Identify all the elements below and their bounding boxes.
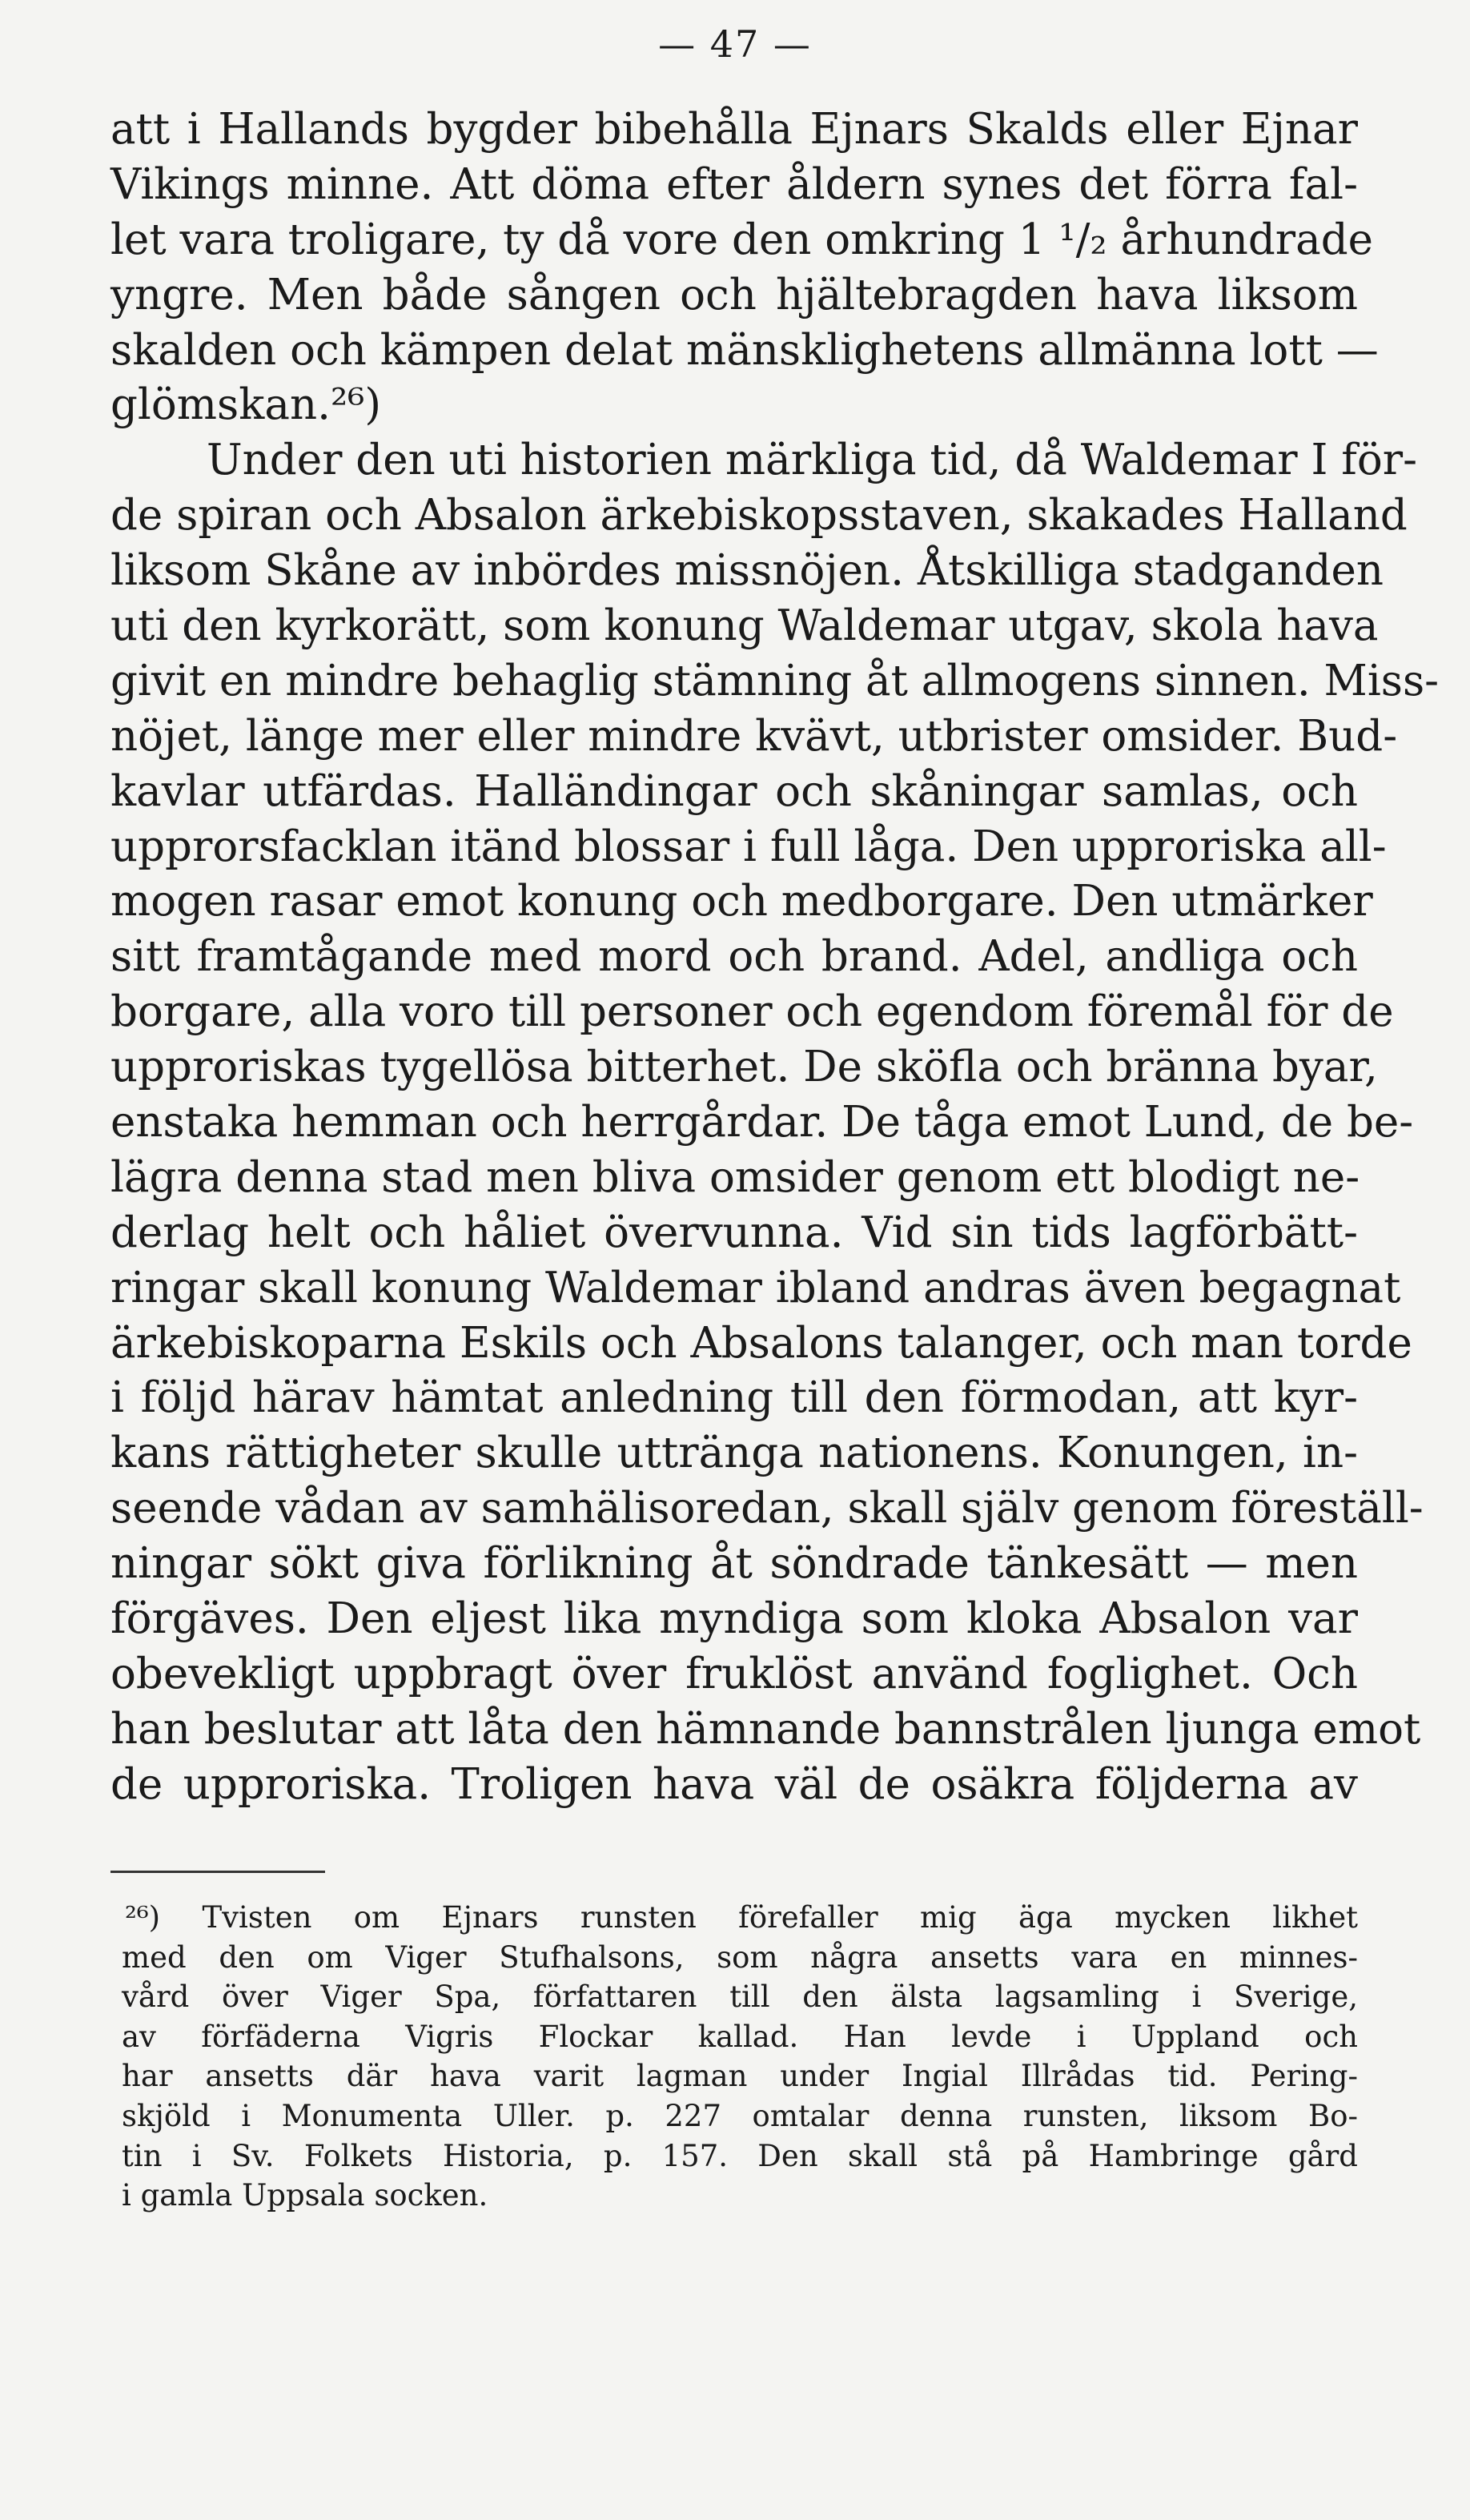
text-line: liksom Skåne av inbördes missnöjen. Åtskilliga stadganden <box>110 546 1384 596</box>
text-line: enstaka hemman och herrgårdar. De tåga emot Lund, de be- <box>110 1098 1414 1147</box>
text-line: borgare, alla voro till personer och egendom föremål för de <box>110 987 1394 1037</box>
text-line: skalden och kämpen delat mänsklighetens allmänna lott — <box>110 325 1379 375</box>
text-line: sitt framtågande med mord och brand. Adel, andliga och <box>110 932 1358 982</box>
text-line: Under den uti historien märkliga tid, då Waldemar I för- <box>207 436 1418 485</box>
footnote-line: har ansetts där hava varit lagman under Ingial Illrådas tid. Pering- <box>122 2059 1358 2094</box>
text-line: upproriskas tygellösa bitterhet. De sköfla och bränna byar, <box>110 1043 1378 1092</box>
main-text <box>110 102 1440 1813</box>
text-line: Vikings minne. Att döma efter åldern synes det förra fal- <box>110 159 1358 209</box>
text-line: de spiran och Absalon ärkebiskopsstaven, skakades Halland <box>110 491 1408 541</box>
footnote-line: tin i Sv. Folkets Historia, p. 157. Den skall stå på Hambringe gård <box>122 2138 1358 2173</box>
text-line: ringar skall konung Waldemar ibland andras även begagnat <box>110 1263 1401 1312</box>
text-line: seende vådan av samhälisoredan, skall själv genom föreställ- <box>110 1484 1424 1533</box>
text-line: ningar sökt giva förlikning åt söndrade tänkesätt — men <box>110 1539 1358 1589</box>
text-line: givit en mindre behaglig stämning åt allmogens sinnen. Miss- <box>110 656 1440 705</box>
text-line: lägra denna stad men bliva omsider genom ett blodigt ne- <box>110 1152 1360 1202</box>
footnote-line: i gamla Uppsala socken. <box>122 2178 488 2213</box>
footnote-block <box>122 1898 1358 2216</box>
text-line: mogen rasar emot konung och medborgare. Den utmärker <box>110 877 1373 926</box>
text-line: förgäves. Den eljest lika myndiga som kloka Absalon var <box>110 1594 1358 1644</box>
text-line: kavlar utfärdas. Halländingar och skåningar samlas, och <box>110 766 1358 816</box>
text-line: de upproriska. Troligen hava väl de osäkra följderna av <box>110 1759 1358 1809</box>
text-line: glömskan.²⁶) <box>110 380 382 430</box>
text-line: att i Hallands bygder bibehålla Ejnars Skalds eller Ejnar <box>110 105 1358 154</box>
footnote-line: vård över Viger Spa, författaren till den älsta lagsamling i Sverige, <box>122 1979 1358 2015</box>
footnote-line: ²⁶) Tvisten om Ejnars runsten förefaller mig äga mycken likhet <box>125 1900 1358 1935</box>
text-line: uti den kyrkorätt, som konung Waldemar utgav, skola hava <box>110 601 1379 651</box>
footnote-line: av förfäderna Vigris Flockar kallad. Han levde i Uppland och <box>122 2019 1358 2054</box>
text-line: obevekligt uppbragt över fruklöst använd foglighet. Och <box>110 1649 1358 1698</box>
text-line: derlag helt och håliet övervunna. Vid sin tids lagförbätt- <box>110 1208 1358 1257</box>
text-line: let vara troligare, ty då vore den omkring 1 ¹/₂ århundrade <box>110 215 1374 264</box>
text-line: han beslutar att låta den hämnande bannstrålen ljunga emot <box>110 1704 1421 1754</box>
text-line: i följd härav hämtat anledning till den förmodan, att kyr- <box>110 1373 1358 1423</box>
text-line: upprorsfacklan itänd blossar i full låga. Den upproriska all- <box>110 822 1387 871</box>
page-number: — 47 — <box>658 22 812 66</box>
footnote-line: skjöld i Monumenta Uller. p. 227 omtalar denna runsten, liksom Bo- <box>122 2098 1358 2133</box>
text-line: kans rättigheter skulle uttränga nationens. Konungen, in- <box>110 1429 1358 1478</box>
footnote-line: med den om Viger Stufhalsons, som några ansetts vara en minnes- <box>122 1939 1358 1975</box>
footnote-divider <box>110 1871 325 1873</box>
text-line: nöjet, länge mer eller mindre kvävt, utbrister omsider. Bud- <box>110 711 1398 761</box>
text-line: yngre. Men både sången och hjältebragden hava liksom <box>110 270 1358 320</box>
text-line: ärkebiskoparna Eskils och Absalons talanger, och man torde <box>110 1318 1412 1368</box>
